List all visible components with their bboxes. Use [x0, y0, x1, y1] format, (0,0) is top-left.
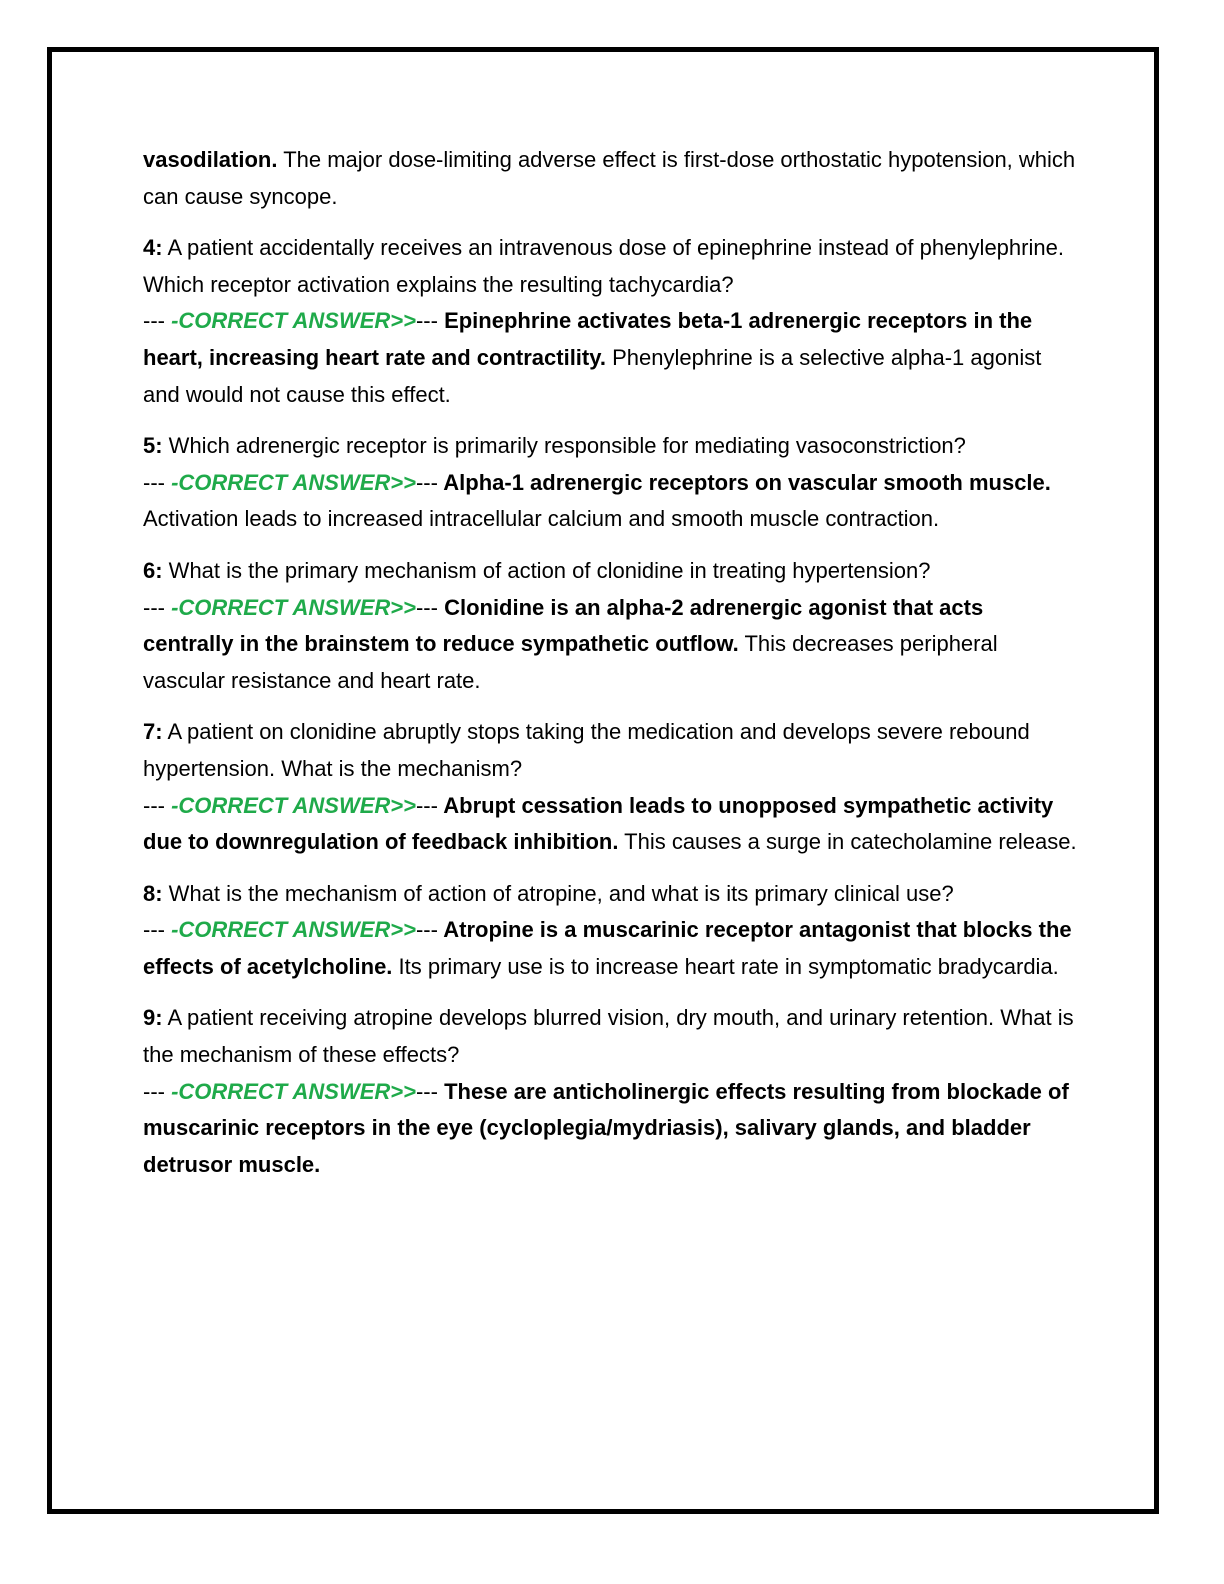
- correct-answer-marker: -CORRECT ANSWER>>: [164, 469, 416, 495]
- question-number: 5:: [143, 433, 163, 459]
- question-number: 7:: [143, 719, 163, 745]
- question-text: A patient on clonidine abruptly stops taking the medication and develops severe rebound hypertension. What is the mechanism?: [143, 719, 1030, 781]
- question-number: 4:: [143, 235, 163, 261]
- question-item-6: [143, 553, 1078, 699]
- answer-bold: Clonidine is an alpha-2 adrenergic agonist that acts centrally in the brainstem to reduce sympathetic outflow.: [143, 594, 984, 657]
- question-text: A patient receiving atropine develops blurred vision, dry mouth, and urinary retention. What is the mechanism of these effects?: [143, 1005, 1074, 1068]
- answer-suffix: ---: [415, 1078, 438, 1104]
- answer-bold: Atropine is a muscarinic receptor antagonist that blocks the effects of acetylcholine.: [143, 917, 1072, 979]
- correct-answer-marker: -CORRECT ANSWER>>: [164, 308, 416, 334]
- question-item-7: [143, 714, 1078, 860]
- answer-prefix: ---: [143, 917, 165, 943]
- answer-bold: Epinephrine activates beta-1 adrenergic receptors in the heart, increasing heart rate and contractility.: [143, 308, 1033, 370]
- answer-bold: These are anticholinergic effects resulting from blockade of muscarinic receptors in the eye (cycloplegia/mydriasis), salivary glands, and bladder detrusor muscle.: [143, 1078, 1069, 1177]
- question-number: 9:: [143, 1005, 163, 1031]
- answer-rest: Its primary use is to increase heart rate in symptomatic bradycardia.: [392, 953, 1059, 979]
- intro-paragraph: [143, 142, 1078, 215]
- answer-prefix: ---: [143, 469, 165, 495]
- answer-prefix: ---: [143, 308, 165, 334]
- question-number: 6:: [143, 557, 163, 583]
- answer-rest: Phenylephrine is a selective alpha-1 agonist and would not cause this effect.: [143, 344, 1042, 407]
- question-text: Which adrenergic receptor is primarily responsible for mediating vasoconstriction?: [162, 433, 966, 459]
- answer-suffix: ---: [415, 308, 438, 334]
- answer-suffix: ---: [415, 594, 438, 620]
- answer-prefix: ---: [143, 792, 165, 818]
- correct-answer-marker: -CORRECT ANSWER>>: [164, 594, 416, 620]
- answer-prefix: ---: [143, 594, 165, 620]
- question-item-9: [143, 1000, 1078, 1183]
- answer-suffix: ---: [415, 792, 438, 818]
- question-number: 8:: [143, 880, 163, 906]
- question-text: What is the mechanism of action of atropine, and what is its primary clinical use?: [162, 880, 954, 906]
- question-item-8: [143, 876, 1078, 986]
- question-list: [143, 230, 1078, 1183]
- correct-answer-marker: -CORRECT ANSWER>>: [164, 917, 416, 943]
- intro-text: The major dose-limiting adverse effect is first-dose orthostatic hypotension, which can cause syncope.: [143, 147, 1076, 209]
- question-item-5: [143, 428, 1078, 538]
- document-body: [143, 142, 1078, 1198]
- answer-suffix: ---: [415, 469, 438, 495]
- intro-bold: vasodilation.: [143, 147, 278, 172]
- answer-bold: Alpha-1 adrenergic receptors on vascular smooth muscle.: [437, 469, 1051, 495]
- answer-rest: This causes a surge in catecholamine release.: [618, 829, 1077, 855]
- answer-rest: Activation leads to increased intracellular calcium and smooth muscle contraction.: [143, 506, 940, 532]
- correct-answer-marker: -CORRECT ANSWER>>: [164, 792, 416, 818]
- answer-suffix: ---: [415, 917, 438, 943]
- question-text: What is the primary mechanism of action of clonidine in treating hypertension?: [162, 557, 931, 583]
- correct-answer-marker: -CORRECT ANSWER>>: [164, 1078, 416, 1104]
- answer-bold: Abrupt cessation leads to unopposed sympathetic activity due to downregulation of feedback inhibition.: [143, 792, 1054, 855]
- question-item-4: [143, 230, 1078, 413]
- answer-rest: This decreases peripheral vascular resistance and heart rate.: [143, 631, 998, 693]
- answer-prefix: ---: [143, 1078, 165, 1104]
- question-text: A patient accidentally receives an intravenous dose of epinephrine instead of phenylephrine. Which receptor activation explains the resulting tachycardia?: [143, 235, 1064, 297]
